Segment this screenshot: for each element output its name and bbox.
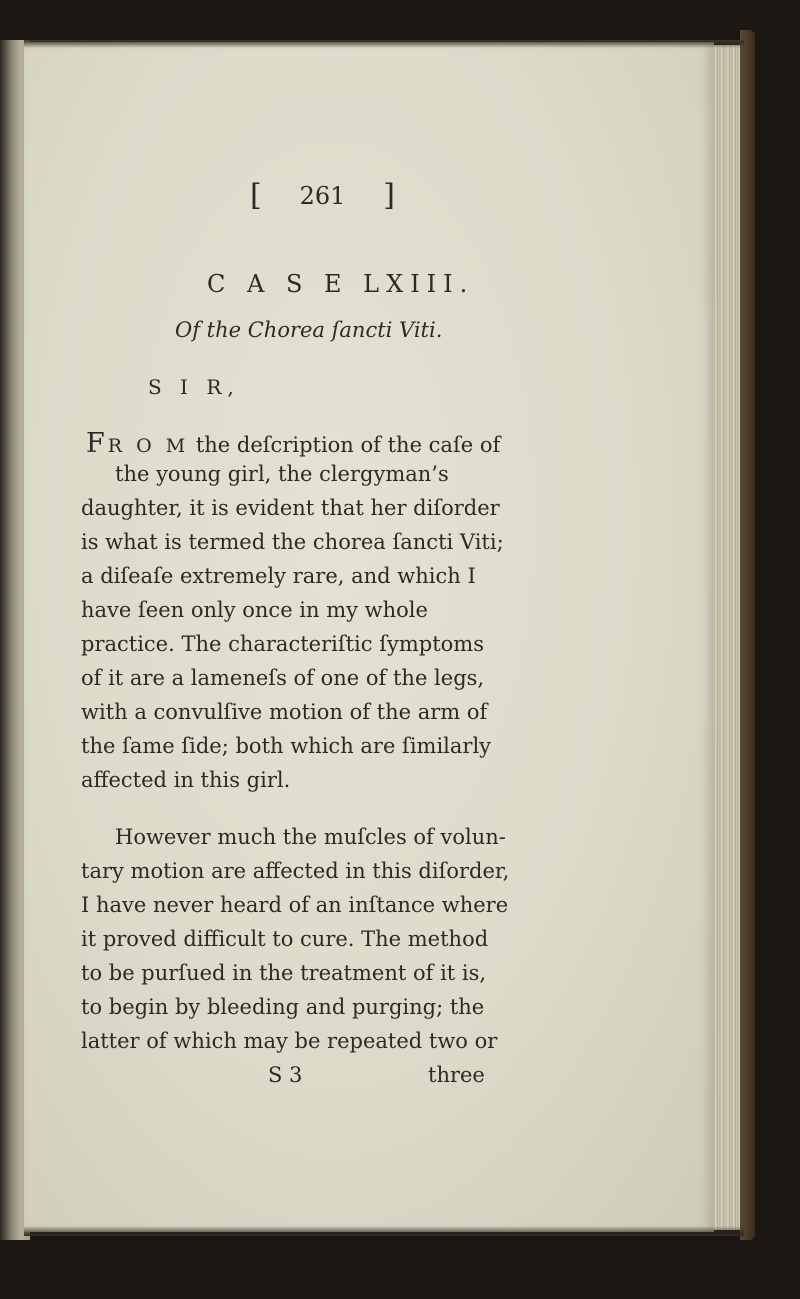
paragraph-line: the young girl, the clergyman’s [115,462,449,486]
book-cover-edge [740,30,755,1240]
case-subtitle: Of the Chorea ſancti Viti. [175,318,443,342]
case-title: C A S E LXIII. [207,270,475,298]
line-text: the deſcription of the caſe of [195,433,501,457]
paragraph-line: is what is termed the chorea ſancti Viti; [81,530,504,554]
paragraph-line: However much the muſcles of volun- [115,825,506,849]
catchword: three [428,1063,485,1087]
salutation: S I R, [148,375,240,399]
paragraph-line: to be purſued in the treatment of it is, [81,961,487,985]
page-number: 261 [299,181,346,210]
paragraph-line: tary motion are affected in this diſorder, [81,859,510,883]
page-number-header [250,178,395,213]
bracket-close: ] [383,178,395,213]
bracket-open: [ [250,178,262,213]
paragraph-line: the ſame ſide; both which are ſimilarly [81,734,492,758]
paragraph-line: it proved difficult to cure. The method [81,927,489,951]
paragraph-line: daughter, it is evident that her diſorder [81,496,500,520]
paragraph-line [86,428,500,459]
paragraph-line: have ſeen only once in my whole [81,598,428,622]
paragraph-line: practice. The characteriſtic ſymptoms [81,632,484,656]
paragraph-line: with a convulſive motion of the arm of [81,700,488,724]
paragraph-line: of it are a lameneſs of one of the legs, [81,666,485,690]
paragraph-line: I have never heard of an inſtance where [81,893,509,917]
page-top-shadow [24,40,744,48]
paragraph-line: a diſeaſe extremely rare, and which I [81,564,476,588]
lead-small-caps: R O M [107,435,190,457]
signature-mark: S 3 [268,1063,303,1087]
paragraph-line: affected in this girl. [81,768,291,792]
page-bottom-shadow [24,1226,744,1236]
drop-cap: F [86,428,108,459]
paragraph-line: latter of which may be repeated two or [81,1029,498,1053]
paragraph-line: to begin by bleeding and purging; the [81,995,485,1019]
